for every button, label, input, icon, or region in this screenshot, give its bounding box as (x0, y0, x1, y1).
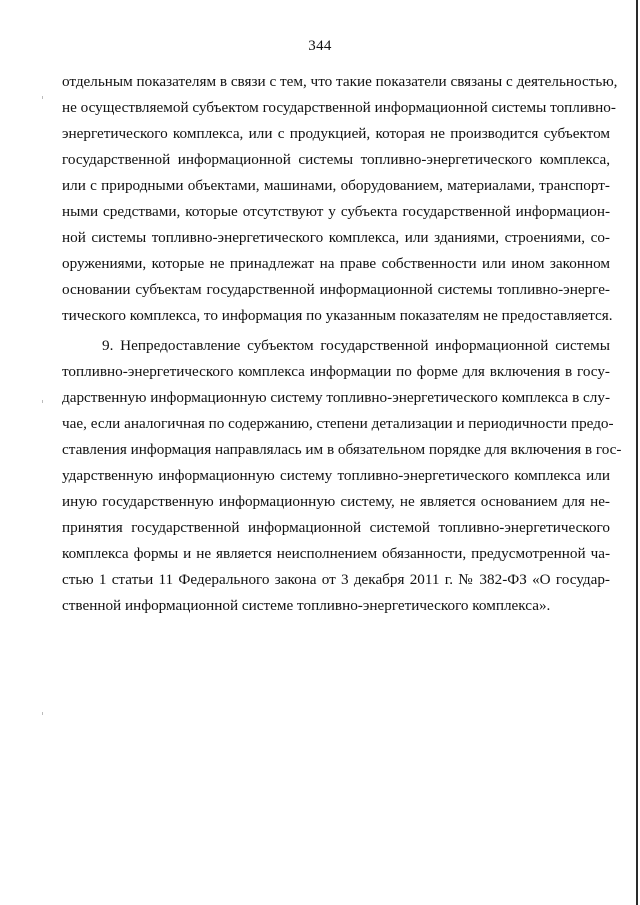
paragraph-1-line-5: или с природными объектами, машинами, оборудованием, материалами, транспорт- (62, 177, 610, 194)
page-number: 344 (308, 38, 332, 54)
paragraph-2-line-9: комплекса формы и не является неисполнением обязанности, предусмотренной ча- (62, 545, 610, 562)
paragraph-2-line-11: ственной информационной системе топливно-энергетического комплекса». (62, 597, 551, 614)
scan-artifact (42, 96, 43, 99)
paragraph-2-line-3: дарственную информационную систему топливно-энергетического комплекса в слу- (62, 389, 611, 406)
paragraph-1-line-3: энергетического комплекса, или с продукцией, которая не производится субъектом (62, 125, 610, 142)
paragraph-2-line-5: ставления информация направлялась им в обязательном порядке для включения в гос- (62, 441, 622, 458)
paragraph-2-line-10: стью 1 статьи 11 Федерального закона от 3 декабря 2011 г. № 382-ФЗ «О государ- (62, 571, 610, 588)
paragraph-1-line-4: государственной информационной системы топливно-энергетического комплекса, (62, 151, 610, 168)
scan-artifact (42, 712, 43, 715)
paragraph-2-line-6: ударственную информационную систему топливно-энергетического комплекса или (62, 467, 610, 484)
scan-artifact (42, 400, 43, 403)
paragraph-1-line-8: оружениями, которые не принадлежат на праве собственности или ином законном (62, 255, 610, 272)
paragraph-2-line-7: иную государственную информационную систему, не является основанием для не- (62, 493, 610, 510)
paragraph-1-line-1: отдельным показателям в связи с тем, что такие показатели связаны с деятельностью, (62, 73, 618, 90)
paragraph-1-line-7: ной системы топливно-энергетического комплекса, или зданиями, строениями, со- (62, 229, 610, 246)
scan-page-edge (636, 0, 638, 905)
paragraph-2-line-8: принятия государственной информационной системой топливно-энергетического (62, 519, 610, 536)
paragraph-2-line-4: чае, если аналогичная по содержанию, степени детализации и периодичности предо- (62, 415, 614, 432)
paragraph-1-line-6: ными средствами, которые отсутствуют у субъекта государственной информацион- (62, 203, 610, 220)
paragraph-2-line-1: 9. Непредоставление субъектом государственной информационной системы (102, 337, 610, 354)
paragraph-2-line-2: топливно-энергетического комплекса информации по форме для включения в госу- (62, 363, 610, 380)
paragraph-1-line-10: тического комплекса, то информация по указанным показателям не предоставляется. (62, 307, 613, 324)
paragraph-1-line-2: не осуществляемой субъектом государственной информационной системы топливно- (62, 99, 616, 116)
paragraph-1-line-9: основании субъектам государственной информационной системы топливно-энерге- (62, 281, 610, 298)
